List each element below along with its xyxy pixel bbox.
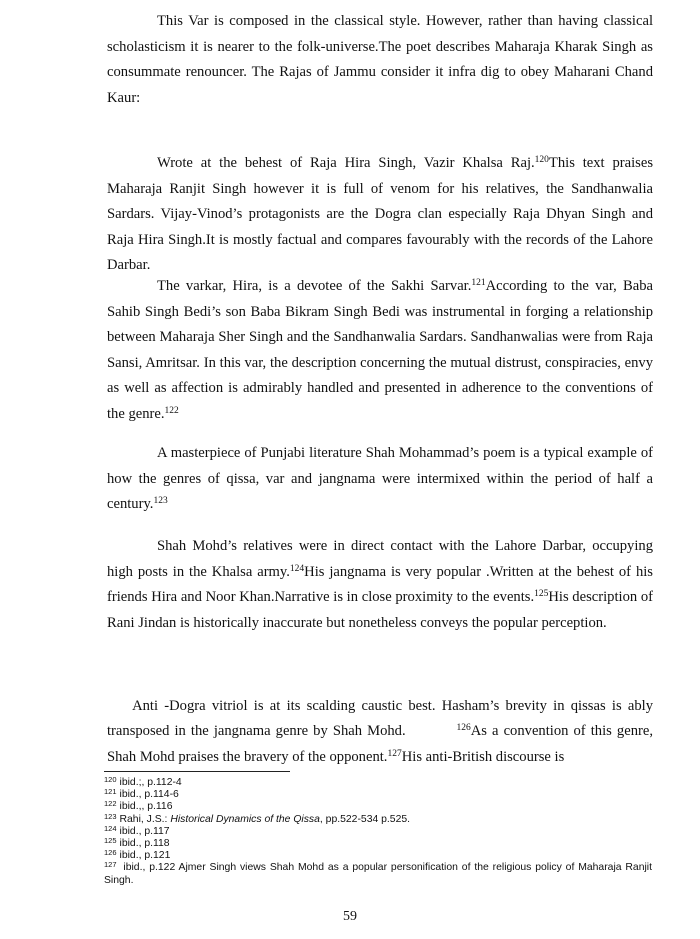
footnote-text: ibid., p.122 Ajmer Singh views Shah Mohd as a popular personification of the religious policy of Maharaja Ranjit Singh. — [104, 862, 652, 886]
footnote-number: 124 — [104, 823, 117, 833]
footnote-ref-126[interactable]: 126 — [456, 723, 471, 733]
paragraph-text: Anti -Dogra vitriol is at its scalding caustic best. Hasham’s brevity in qissas is ably transposed in the jangnama genre by Shah Mohd. — [107, 697, 657, 739]
footnote-number: 120 — [104, 775, 117, 784]
paragraph-text: According to the var, Baba Sahib Singh Bedi’s son Baba Bikram Singh Bedi was instrumental in forging a relationship between Maharaja Sher Singh and the Sandhanwalia Sardars. Sandhanwalias were from Raja Sansi, Amritsar. In this var, the description concerning the mutual distrust, conspiracies, envy as well as affection is admirably handled and presented in adherence to the conventions of the genre. — [107, 278, 654, 422]
paragraph-text: A masterpiece of Punjabi literature Shah Mohammad’s poem is a typical example of how the genres of qissa, var and jangnama were intermixed within the period of half a century. — [107, 445, 653, 512]
paragraph-text: The varkar, Hira, is a devotee of the Sakhi Sarvar. — [157, 278, 472, 294]
paragraph-text: This Var is composed in the classical style. However, rather than having classical scholasticism it is nearer to the folk-universe.The poet describes Maharaja Kharak Singh as consummate renouncer. The Rajas of Jammu consider it infra dig to obey Maharani Chand Kaur: — [107, 13, 653, 106]
paragraph-3 — [107, 274, 653, 427]
footnote-text: ibid., p.118 — [119, 838, 170, 850]
footnote-ref-120[interactable]: 120 — [534, 155, 549, 165]
footnote-text: , pp.522-534 p.525. — [319, 813, 411, 825]
footnote-127 — [104, 862, 652, 886]
footnote-122 — [104, 801, 652, 813]
footnote-text: ibid.,, p.116 — [119, 801, 173, 813]
footnote-text: ibid., p.114-6 — [119, 789, 179, 801]
paragraph-text: His jangnama is very popular .Written at the behest of his friends Hira and Noor Khan.Narrative is in close proximity to the events. — [107, 563, 653, 605]
footnote-number: 125 — [104, 836, 117, 846]
footnote-123 — [104, 811, 652, 826]
paragraph-text: His anti-British discourse is — [401, 748, 565, 765]
paragraph-text: His description of Rani Jindan is historically inaccurate but nonetheless conveys the popular perception. — [107, 589, 653, 631]
page-number: 59 — [343, 909, 357, 924]
footnote-120 — [104, 777, 652, 789]
footnotes — [104, 777, 652, 887]
footnote-separator — [104, 771, 290, 772]
footnote-text: ibid., p.121 — [119, 850, 171, 862]
footnote-121 — [104, 789, 652, 801]
footnote-ref-127[interactable]: 127 — [387, 748, 402, 759]
paragraph-text: Shah Mohd’s relatives were in direct contact with the Lahore Darbar, occupying high posts in the Khalsa army. — [107, 538, 653, 580]
paragraph-text: Wrote at the behest of Raja Hira Singh, Vazir Khalsa Raj. — [157, 155, 535, 171]
footnote-text: ibid.;, p.112-4 — [119, 777, 182, 788]
paragraph-4 — [107, 441, 653, 518]
footnote-ref-121[interactable]: 121 — [471, 278, 486, 288]
footnote-ref-124[interactable]: 124 — [289, 563, 305, 574]
paragraph-1 — [107, 9, 653, 111]
footnote-ref-122[interactable]: 122 — [164, 405, 179, 416]
footnote-number: 121 — [104, 787, 117, 797]
footnote-ref-123[interactable]: 123 — [153, 496, 168, 506]
footnote-book-title: Historical Dynamics of the Qissa — [170, 813, 320, 825]
footnote-number: 123 — [104, 811, 117, 821]
footnote-126 — [104, 850, 652, 862]
paragraph-2 — [107, 151, 653, 279]
footnote-124 — [104, 823, 652, 838]
footnote-number: 126 — [104, 848, 117, 858]
footnote-text: ibid., p.117 — [119, 825, 170, 837]
footnote-number: 122 — [104, 799, 117, 809]
paragraph-text: This text praises Maharaja Ranjit Singh however it is full of venom for his relatives, the Sandhanwalia Sardars. Vijay-Vinod’s protagonists are the Dogra clan especially Raja Dhyan Singh and Raja Hira Singh.It is mostly factual and compares favourably with the records of the Lahore Darbar. — [107, 155, 654, 273]
footnote-number: 127 — [104, 860, 117, 870]
footnote-text: Rahi, J.S.: — [119, 813, 171, 825]
paragraph-5 — [107, 534, 653, 636]
paragraph-text: As a convention of this genre, Shah Mohd praises the bravery of the opponent. — [107, 723, 657, 765]
footnote-ref-125[interactable]: 125 — [534, 589, 549, 599]
footnote-125 — [104, 838, 652, 850]
